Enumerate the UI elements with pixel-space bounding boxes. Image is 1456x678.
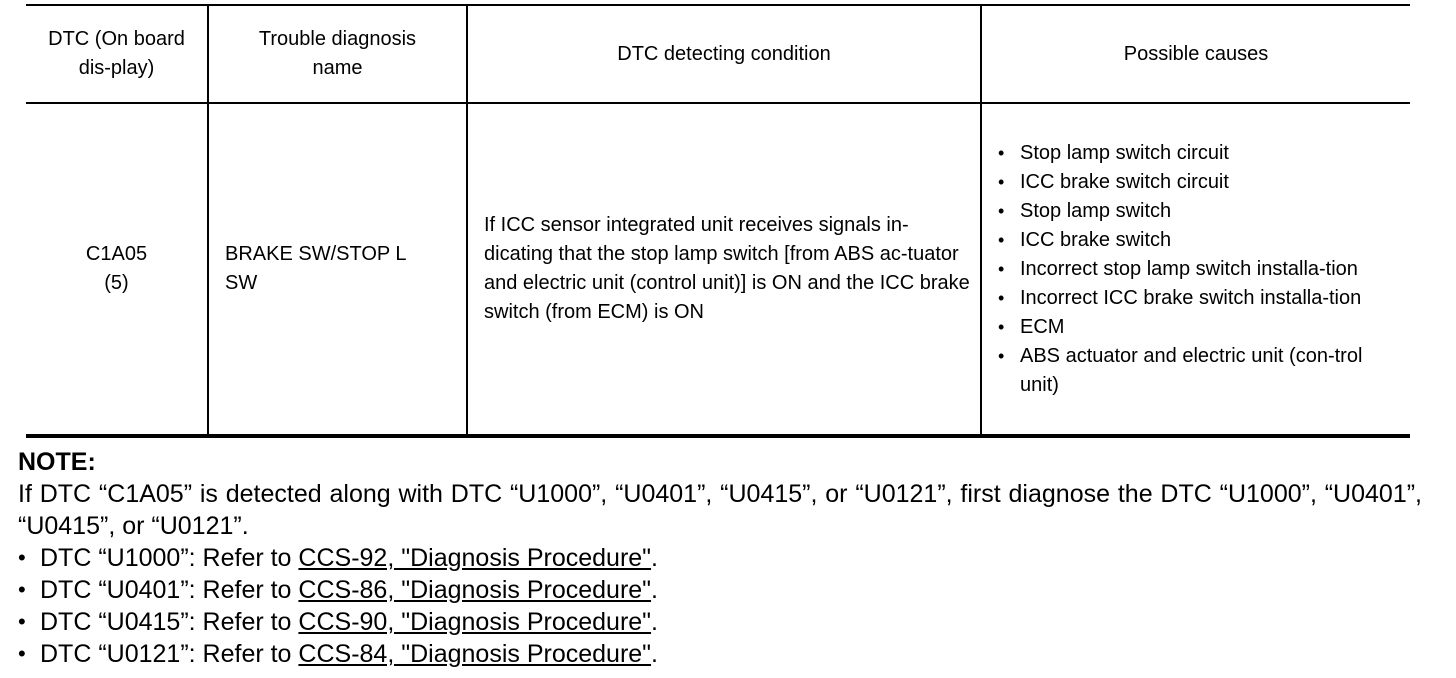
note-body: If DTC “C1A05” is detected along with DTC “U1000”, “U0401”, “U0415”, or “U0121”, first diagnose the DTC “U1000”, “U0401”, “U0415”, or “U0121”. [18,480,1422,540]
cell-possible-causes [981,103,1410,436]
reference-item: • DTC “U1000”: Refer to CCS-92, "Diagnosis Procedure". [18,542,1422,574]
list-item: • ICC brake switch circuit [998,168,1388,197]
causes-list [996,139,1388,400]
note-section [18,446,1422,670]
header-trouble-diagnosis-name: Trouble diagnosis name [208,5,467,103]
reference-item: • DTC “U0401”: Refer to CCS-86, "Diagnosis Procedure". [18,574,1422,606]
header-possible-causes: Possible causes [981,5,1410,103]
table-header-row [26,5,1410,103]
reference-item: • DTC “U0415”: Refer to CCS-90, "Diagnosis Procedure". [18,606,1422,638]
cell-diagnosis-name [208,103,467,436]
header-dtc: DTC (On board dis-play) [26,5,208,103]
reference-link-u0401[interactable]: CCS-86, "Diagnosis Procedure" [298,576,652,604]
list-item: • Stop lamp switch circuit [998,139,1388,168]
list-item: • Stop lamp switch [998,197,1388,226]
note-title: NOTE: [18,448,96,476]
reference-link-u1000[interactable]: CCS-92, "Diagnosis Procedure" [298,544,652,572]
reference-link-u0121[interactable]: CCS-84, "Diagnosis Procedure" [298,640,652,668]
table-row [26,103,1410,436]
list-item: • ECM [998,313,1388,342]
reference-item: • DTC “U0121”: Refer to CCS-84, "Diagnosis Procedure". [18,638,1422,670]
reference-list [18,542,1422,670]
dtc-code: C1A05 [85,243,148,265]
list-item: • ICC brake switch [998,226,1388,255]
diagnosis-name: BRAKE SW/STOP L SW [225,243,406,294]
list-item: • Incorrect stop lamp switch installa-tion [998,255,1388,284]
dtc-display: (5) [104,272,129,294]
cell-dtc [26,103,208,436]
header-detecting-condition: DTC detecting condition [467,5,981,103]
cell-detecting-condition [467,103,981,436]
dtc-table [26,4,1410,438]
list-item: • Incorrect ICC brake switch installa-tion [998,284,1388,313]
detecting-condition: If ICC sensor integrated unit receives signals in-dicating that the stop lamp switch [from ABS ac-tuator and electric unit (control unit)] is ON and the ICC brake switch (from ECM) is ON [484,214,970,323]
list-item: • ABS actuator and electric unit (con-trol unit) [998,342,1388,400]
reference-link-u0415[interactable]: CCS-90, "Diagnosis Procedure" [298,608,652,636]
